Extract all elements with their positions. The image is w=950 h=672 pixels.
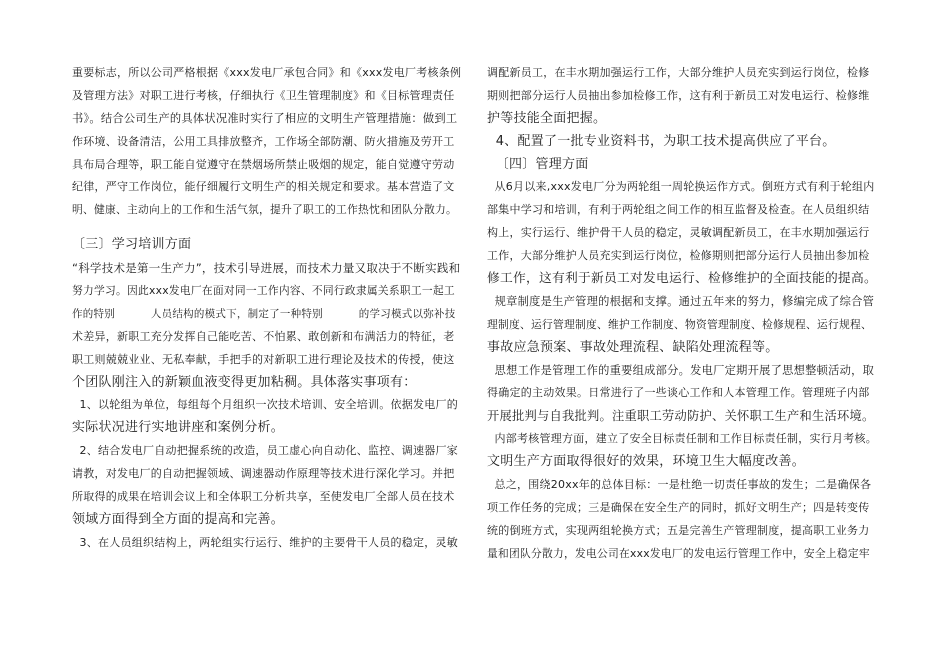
text-line: 纪律，严守工作岗位，能仔细履行文明生产的相关规定和要求。基本营造了文 <box>72 180 455 194</box>
text-line: 领域方面得到全方面的提高和完善。 <box>72 511 285 527</box>
text-line: 具布局合理等，职工能自觉遵守在禁烟场所禁止吸烟的规定，能自觉遵守劳动 <box>72 157 455 171</box>
text-line: 重要标志，所以公司严格根据《xxx发电厂承包合同》和《xxx发电厂考核条例 <box>72 66 462 79</box>
text-line: 实际状况进行实地讲座和案例分析。 <box>72 420 285 436</box>
text-line: 统的倒班方式，实现两组轮换方式；五是完善生产管理制度，提高职工业务力 <box>487 523 870 537</box>
text-line: 量和团队分散力，发电公司在xxx发电厂的发电运行管理工作中，安全上稳定牢 <box>487 546 870 560</box>
text-line: 理制度、运行管理制度、维护工作制度、物资管理制度、检修规程、运行规程、 <box>487 317 873 331</box>
left-section-study-training <box>72 234 462 554</box>
left-column <box>72 62 462 555</box>
text-line: 构上，实行运行、维护骨干人员的稳定，灵敏调配新员工，在丰水期加强运行 <box>487 226 870 240</box>
list-item: 4、配置了一批专业资料书，为职工技术提高供应了平台。 <box>487 133 836 149</box>
right-column <box>487 62 877 566</box>
list-item: 2、结合发电厂自动把握系统的改造，员工虚心向自动化、监控、调速器厂家 <box>72 444 458 458</box>
text-line: 请教，对发电厂的自动把握领域、调速器动作原理等技术进行深化学习。并把 <box>72 467 455 481</box>
text-line: 护等技能全面把握。 <box>487 110 607 126</box>
text-line: 思想工作是管理工作的重要组成部分。发电厂定期开展了思想整顿活动，取 <box>487 363 875 377</box>
text-line: 及管理方法》对职工进行考核，仔细执行《卫生管理制度》和《目标管理责任 <box>72 88 455 102</box>
text-line: 规章制度是生产管理的根据和支撑。通过五年来的努力，修编完成了综合管 <box>487 294 875 308</box>
list-item: 1、以轮组为单位，每组每个月组织一次技术培训、安全培训。依据发电厂的 <box>72 398 458 412</box>
text-line: 部集中学习和培训，有利于两轮组之间工作的相互监督及检查。在人员组织结 <box>487 203 870 217</box>
text-line: 项工作任务的完成；三是确保在安全生产的同时，抓好文明生产；四是转变传 <box>487 500 870 514</box>
text-line: 得确定的主动效果。日常进行了一些谈心工作和人本管理工作。管理班子内部 <box>487 386 870 400</box>
text-line: 职工则兢兢业业、无私奉献，手把手的对新职工进行理论及技术的传授，使这 <box>72 352 455 366</box>
section-heading: 〔四〕管理方面 <box>487 156 589 172</box>
left-paragraph-civilized-production <box>72 62 462 222</box>
text-line: 个团队刚注入的新颖血液变得更加粘稠。具体落实事项有： <box>72 374 417 390</box>
text-line: 从6月以来,xxx发电厂分为两轮组一周轮换运作方式。倒班方式有利于轮组内 <box>487 180 875 194</box>
text-line: 期则把部分运行人员抽出参加检修工作，这有利于新员工对发电运行、检修维 <box>487 88 870 102</box>
text-line: 修工作，这有利于新员工对发电运行、检修维护的全面技能的提高。 <box>487 271 877 287</box>
section-heading: 〔三〕学习培训方面 <box>72 237 192 253</box>
text-line: 内部考核管理方面，建立了安全目标责任制和工作目标责任制，实行月考核。 <box>487 432 877 446</box>
text-line: 总之，围绕20xx年的总体目标：一是杜绝一切责任事故的发生；二是确保各 <box>487 478 872 492</box>
text-line: 调配新员工，在丰水期加强运行工作，大部分维护人员充实到运行岗位，检修 <box>487 66 870 79</box>
text-line: 明、健康、主动向上的工作和生活气氛，提升了职工的工作热忱和团队分散力。 <box>72 203 458 217</box>
list-item: 3、在人员组织结构上，两轮组实行运行、维护的主要骨干人员的稳定，灵敏 <box>72 535 458 549</box>
text-line: 文明生产方面取得很好的效果，环境卫生大幅度改善。 <box>487 454 806 470</box>
text-line: 所取得的成果在培训会议上和全体职工分析共享，至使发电厂全部人员在技术 <box>72 490 455 504</box>
paragraph-gap <box>72 222 462 234</box>
text-line: 事故应急预案、事故处理流程、缺陷处理流程等。 <box>487 339 779 355</box>
text-line: 书》。结合公司生产的具体状况准时实行了相应的文明生产管理措施：做到工 <box>72 111 458 125</box>
text-line: 作的特别 人员结构的模式下，制定了一种特别 的学习模式以弥补技 <box>72 307 456 320</box>
text-line: 作环境、设备清洁，公用工具排放整齐，工作场全部防潮、防火措施及劳开工 <box>72 134 455 148</box>
text-line: “科学技术是第一生产力”，技术引导进展，而技术力量又取决于不断实践和 <box>72 261 461 276</box>
text-line: 术差异，新职工充分发挥自己能吃苦、不怕累、敢创新和布满活力的特征，老 <box>72 329 455 343</box>
text-line: 开展批判与自我批判。注重职工劳动防护、关怀职工生产和生活环境。 <box>487 409 875 424</box>
text-line: 努力学习。因此xxx发电厂在面对同一工作内容、不同行政隶属关系职工一起工 <box>72 284 455 298</box>
text-line: 工作，大部分维护人员充实到运行岗位，检修期则把部分运行人员抽出参加检 <box>487 249 870 263</box>
